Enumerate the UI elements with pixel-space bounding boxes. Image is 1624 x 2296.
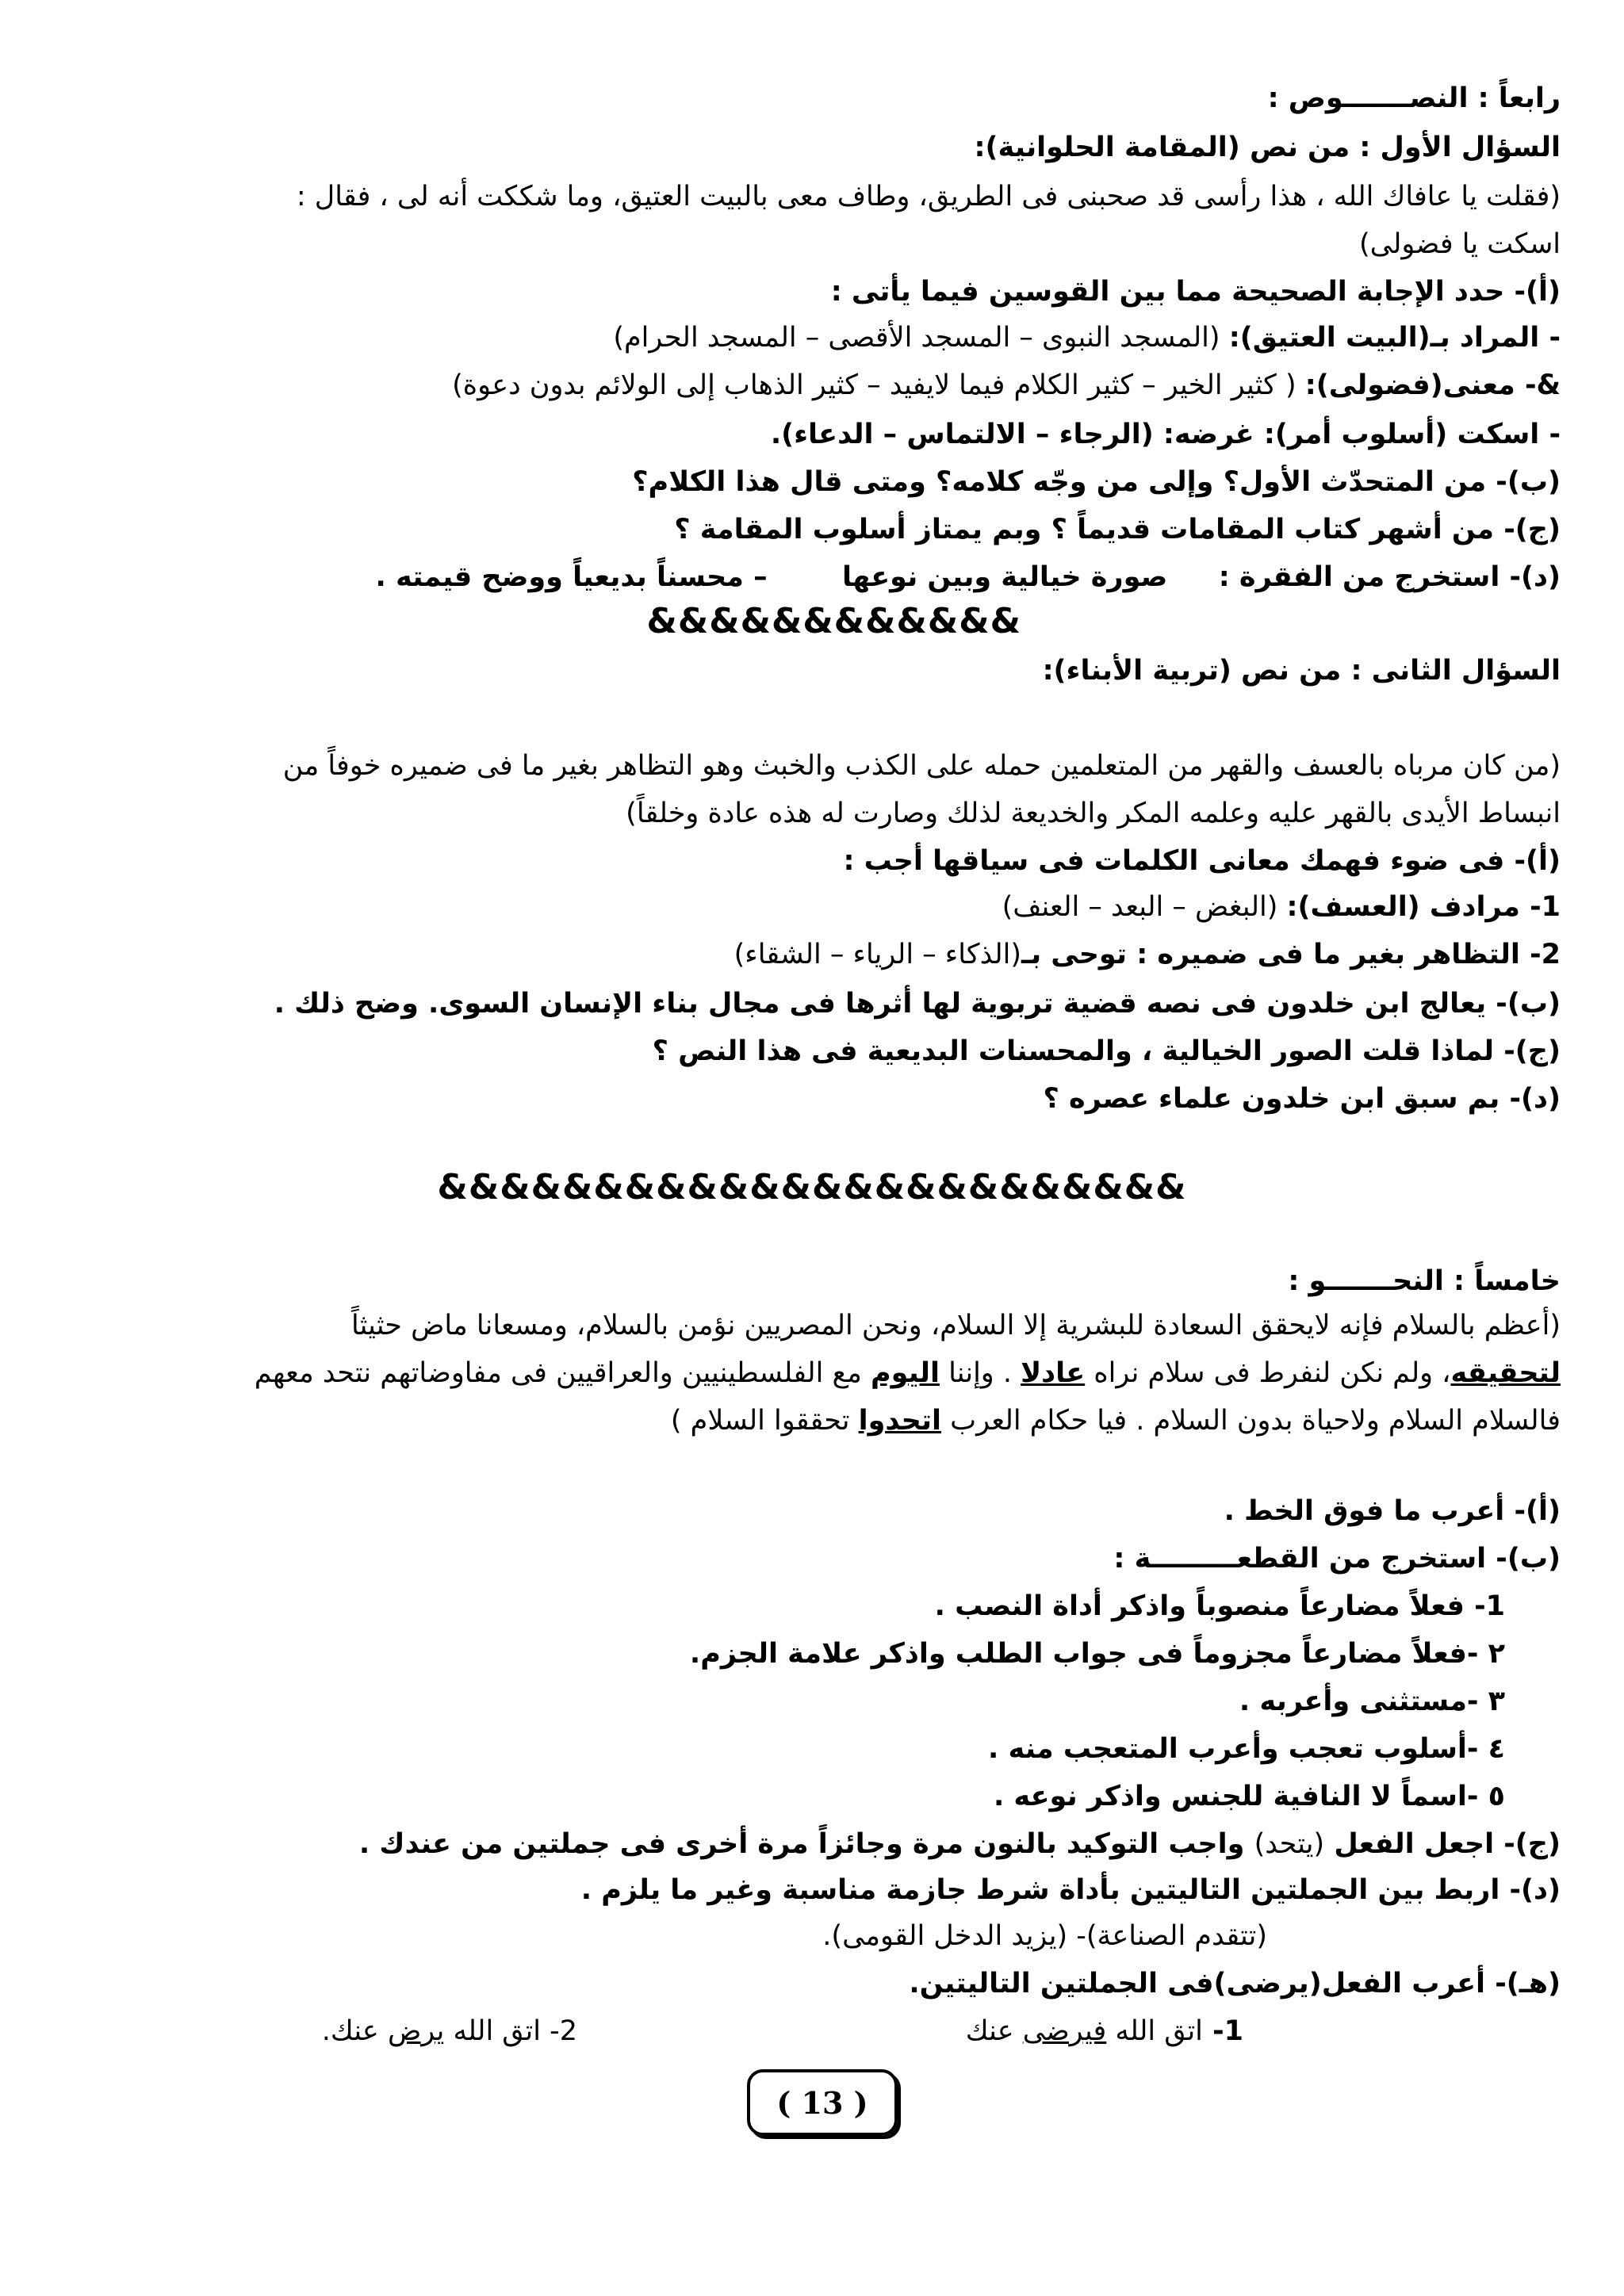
underlined-verb: يرض bbox=[387, 2015, 445, 2047]
grammar-b-item-2: ٢ -فعلاً مضارعاً مجزوماً فى جواب الطلب واذكر علامة الجزم. bbox=[689, 1638, 1505, 1670]
sentence-text: اتق الله bbox=[1106, 2015, 1203, 2047]
q1-part-b: (ب)- من المتحدّث الأول؟ وإلى من وجّه كلامه؟ ومتى قال هذا الكلام؟ bbox=[632, 466, 1561, 498]
grammar-part-d: (د)- اربط بين الجملتين التاليتين بأداة شرط جازمة مناسبة وغير ما يلزم . bbox=[580, 1874, 1561, 1906]
question-1-title: السؤال الأول : من نص (المقامة الحلوانية): bbox=[974, 132, 1561, 163]
q1-a-item-3: - اسكت (أسلوب أمر): غرضه: (الرجاء – الالتماس – الدعاء). bbox=[770, 419, 1561, 450]
grammar-e-sentence-1 bbox=[966, 2011, 1243, 2052]
section-heading-grammar: خامساً : النحـــــــو : bbox=[1288, 1265, 1561, 1297]
grammar-part-a: (أ)- أعرب ما فوق الخط . bbox=[1224, 1495, 1561, 1527]
q2-part-c: (ج)- لماذا قلت الصور الخيالية ، والمحسنات البديعية فى هذا النص ؟ bbox=[652, 1035, 1561, 1067]
underlined-word: عادلا bbox=[1021, 1357, 1086, 1389]
q1-d-intro: (د)- استخرج من الفقرة : bbox=[1218, 561, 1561, 593]
page-number-box bbox=[747, 2069, 898, 2136]
q1-a2-options: ( كثير الخير – كثير الكلام فيما لايفيد – كثير الذهاب إلى الولائم بدون دعوة) bbox=[452, 369, 1297, 401]
q1-passage-line-2: اسكت يا فضولى) bbox=[1358, 228, 1561, 260]
grammar-part-e: (هـ)- أعرب الفعل(يرضى)فى الجملتين التاليتين. bbox=[909, 1968, 1561, 1999]
sentence-text: عنك. bbox=[321, 2015, 388, 2047]
q2-a-item-1 bbox=[71, 886, 1561, 928]
grammar-b-item-5: ٥ -اسماً لا النافية للجنس واذكر نوعه . bbox=[993, 1781, 1505, 1812]
grammar-b-item-1: 1- فعلاً مضارعاً منصوباً واذكر أداة النصب . bbox=[934, 1590, 1505, 1622]
sentence-text: عنك bbox=[965, 2015, 1023, 2047]
sentence-text: 2- اتق الله bbox=[444, 2015, 577, 2047]
q1-a2-label: &- معنى(فضولى): bbox=[1304, 369, 1561, 401]
q1-part-a-title: (أ)- حدد الإجابة الصحيحة مما بين القوسين فيما يأتى : bbox=[830, 276, 1561, 308]
q1-a1-options: (المسجد النبوى – المسجد الأقصى – المسجد الحرام) bbox=[613, 322, 1220, 354]
q2-a2-options: (الذكاء – الرياء – الشقاء) bbox=[733, 939, 1021, 970]
q1-part-c: (ج)- من أشهر كتاب المقامات قديماً ؟ وبم يمتاز أسلوب المقامة ؟ bbox=[674, 514, 1561, 545]
q1-a-item-1 bbox=[71, 317, 1561, 358]
q1-d-item-image: صورة خيالية وبين نوعها bbox=[841, 561, 1168, 593]
q1-passage-line-1: (فقلت يا عافاك الله ، هذا رأسى قد صحبنى فى الطريق، وطاف معى بالبيت العتيق، وما شككت أنه لى ، فقال : bbox=[296, 181, 1561, 212]
q2-a2-label: 2- التظاهر بغير ما فى ضميره : توحى بـ bbox=[1021, 939, 1561, 970]
grammar-d-sentences: (تتقدم الصناعة)- (يزيد الدخل القومى). bbox=[822, 1920, 1267, 1952]
part-c-verb: (يتحد) bbox=[1254, 1828, 1325, 1860]
page-number: ( 13 ) bbox=[776, 2084, 868, 2121]
passage-text: . وإننا bbox=[939, 1357, 1021, 1389]
grammar-part-c bbox=[71, 1823, 1561, 1865]
q2-part-a-title: (أ)- فى ضوء فهمك معانى الكلمات فى سياقها أجب : bbox=[843, 845, 1561, 877]
q1-d-item-device: – محسناً بديعياً ووضح قيمته . bbox=[375, 561, 768, 593]
q2-passage-line-1: (من كان مرباه بالعسف والقهر من المتعلمين حمله على الكذب والخبث وهو التظاهر بغير ما فى ضميره خوفاً من bbox=[282, 750, 1561, 782]
passage-text: مع الفلسطينيين والعراقيين فى مفاوضاتهم نتحد معهم bbox=[254, 1357, 871, 1389]
q1-a1-label: - المراد بـ(البيت العتيق): bbox=[1228, 322, 1561, 354]
separator-ampersands-1: &&&&&&&&&&&& bbox=[646, 601, 1021, 641]
grammar-passage-line-1: (أعظم بالسلام فإنه لايحقق السعادة للبشرية إلا السلام، ونحن المصريين نؤمن بالسلام، ومسعانا ماض حثيثاً bbox=[350, 1310, 1561, 1341]
underlined-word: لتحقيقه bbox=[1450, 1357, 1561, 1389]
underlined-verb: فيرضى bbox=[1022, 2015, 1107, 2047]
grammar-passage-line-2 bbox=[71, 1353, 1561, 1394]
grammar-b-item-3: ٣ -مستثنى وأعربه . bbox=[1239, 1686, 1505, 1717]
passage-text: ، ولم نكن لنفرط فى سلام نراه bbox=[1085, 1357, 1451, 1389]
q2-part-b: (ب)- يعالج ابن خلدون فى نصه قضية تربوية لها أثرها فى مجال بناء الإنسان السوى. وضح ذلك . bbox=[274, 988, 1561, 1020]
grammar-b-item-4: ٤ -أسلوب تعجب وأعرب المتعجب منه . bbox=[987, 1733, 1505, 1765]
underlined-word: اليوم bbox=[870, 1357, 940, 1389]
q1-a-item-2 bbox=[71, 365, 1561, 406]
part-c-text: واجب التوكيد بالنون مرة وجائزاً مرة أخرى فى جملتين من عندك . bbox=[358, 1828, 1254, 1860]
part-c-text: (ج)- اجعل الفعل bbox=[1324, 1828, 1561, 1860]
q1-part-d bbox=[71, 557, 1561, 598]
sentence-number: 1- bbox=[1202, 2015, 1243, 2047]
q2-a1-options: (البغض – البعد – العنف) bbox=[1002, 891, 1278, 923]
separator-ampersands-2: &&&&&&&&&&&&&&&&&&&&&&&& bbox=[437, 1167, 1187, 1207]
q2-a1-label: 1- مرادف (العسف): bbox=[1286, 891, 1561, 923]
grammar-e-sentence-2 bbox=[322, 2011, 577, 2052]
passage-text: تحققوا السلام ) bbox=[670, 1405, 859, 1437]
grammar-passage-line-3 bbox=[71, 1400, 1561, 1441]
underlined-word: اتحدوا bbox=[858, 1405, 941, 1437]
question-2-title: السؤال الثانى : من نص (تربية الأبناء): bbox=[1042, 655, 1561, 687]
q2-part-d: (د)- بم سبق ابن خلدون علماء عصره ؟ bbox=[1043, 1083, 1561, 1115]
section-heading-texts: رابعاً : النصـــــــوص : bbox=[1267, 82, 1561, 114]
passage-text: فالسلام السلام ولاحياة بدون السلام . فيا حكام العرب bbox=[941, 1405, 1561, 1437]
q2-passage-line-2: انبساط الأيدى بالقهر عليه وعلمه المكر والخديعة لذلك وصارت له هذه عادة وخلقاً) bbox=[626, 798, 1561, 829]
grammar-part-b: (ب)- استخرج من القطعـــــــــة : bbox=[1113, 1543, 1561, 1575]
q2-a-item-2 bbox=[71, 934, 1561, 975]
